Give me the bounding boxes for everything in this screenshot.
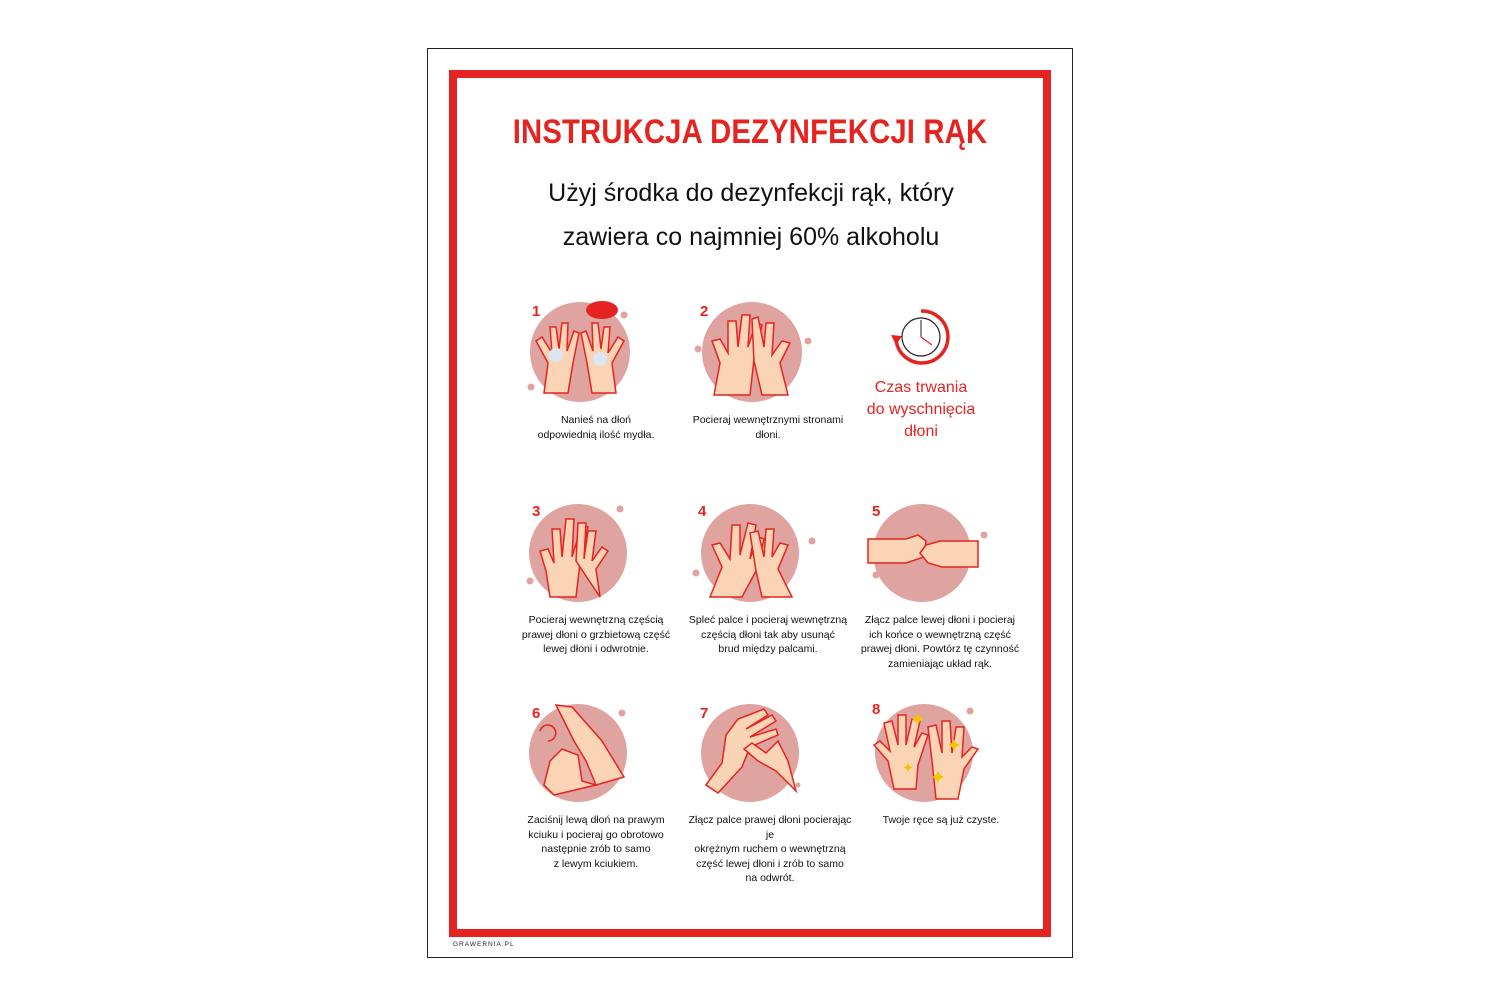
step-caption [856, 813, 1026, 828]
step-caption [685, 813, 855, 886]
brand-label: GRAWERNIA.PL [453, 941, 515, 948]
poster [427, 48, 1073, 958]
timer-label-line: dłoni [904, 423, 938, 440]
caption-line: Złącz palce lewej dłoni i pocieraj [865, 614, 1015, 626]
caption-line: następnie zrób to samo [541, 843, 651, 855]
timer-label [836, 377, 1006, 443]
clean-hands-icon [866, 701, 1036, 806]
step-caption [683, 413, 853, 442]
step-number: 5 [872, 503, 881, 520]
thumb-rub-icon [526, 701, 696, 806]
caption-line: lewej dłoni i odwrotnie. [543, 643, 649, 655]
caption-line: Złącz palce prawej dłoni pocierając je [688, 814, 852, 841]
caption-line: Pocieraj wewnętrzną częścią [528, 614, 664, 626]
fingertips-rub-icon [692, 701, 862, 806]
caption-line: częścią dłoni tak aby usunąć [701, 628, 835, 641]
timer-label-line: Czas trwania [874, 379, 968, 396]
step-number: 2 [700, 303, 709, 320]
poster-title: INSTRUKCJA DEZYNFEKCJI RĄK [512, 113, 988, 151]
step-caption [511, 613, 681, 657]
step-caption [683, 613, 853, 657]
soap-hands-icon [526, 301, 696, 406]
step-caption [511, 413, 681, 442]
caption-line: kciuku i pocieraj go obrotowo [528, 828, 664, 841]
caption-line: Nanieś na dłoń [560, 414, 632, 426]
step-number: 8 [872, 701, 881, 718]
step-number: 4 [698, 503, 707, 520]
interlocked-fingers-icon [866, 501, 1036, 606]
step-number: 3 [532, 503, 541, 520]
caption-line: prawej dłoni o grzbietową część [521, 628, 671, 641]
caption-line: Twoje ręce są już czyste. [882, 814, 1000, 826]
back-of-hand-rub-icon [526, 501, 696, 606]
caption-line: okrężnym ruchem o wewnętrzną [694, 843, 846, 855]
caption-line: dłoni. [755, 428, 781, 441]
caption-line: zamieniając układ rąk. [888, 657, 992, 670]
poster-subtitle [488, 171, 1014, 259]
caption-line: Pocieraj wewnętrznymi stronami [692, 414, 844, 426]
step-caption [855, 613, 1025, 671]
caption-line: ich końce o wewnętrzną część [869, 628, 1011, 641]
step-number: 7 [700, 705, 709, 722]
interlaced-fingers-icon [692, 501, 862, 606]
caption-line: brud między palcami. [718, 643, 818, 655]
caption-line: prawej dłoni. Powtórz tę czynność [860, 643, 1020, 655]
timer-label-line: do wyschnięcia [866, 401, 976, 418]
step-number: 1 [532, 303, 541, 320]
step-caption [511, 813, 681, 871]
subtitle-line: zawiera co najmniej 60% alkoholu [562, 223, 940, 251]
step-number: 6 [532, 705, 541, 722]
caption-line: z lewym kciukiem. [553, 857, 639, 870]
caption-line: część lewej dłoni i zrób to samo [696, 857, 844, 870]
caption-line: Spleć palce i pocieraj wewnętrzną [688, 614, 848, 626]
subtitle-line: Użyj środka do dezynfekcji rąk, który [548, 179, 954, 207]
caption-line: Zaciśnij lewą dłoń na prawym [527, 814, 665, 826]
caption-line: odpowiednią ilość mydła. [537, 428, 655, 441]
caption-line: na odwrót. [745, 872, 795, 884]
